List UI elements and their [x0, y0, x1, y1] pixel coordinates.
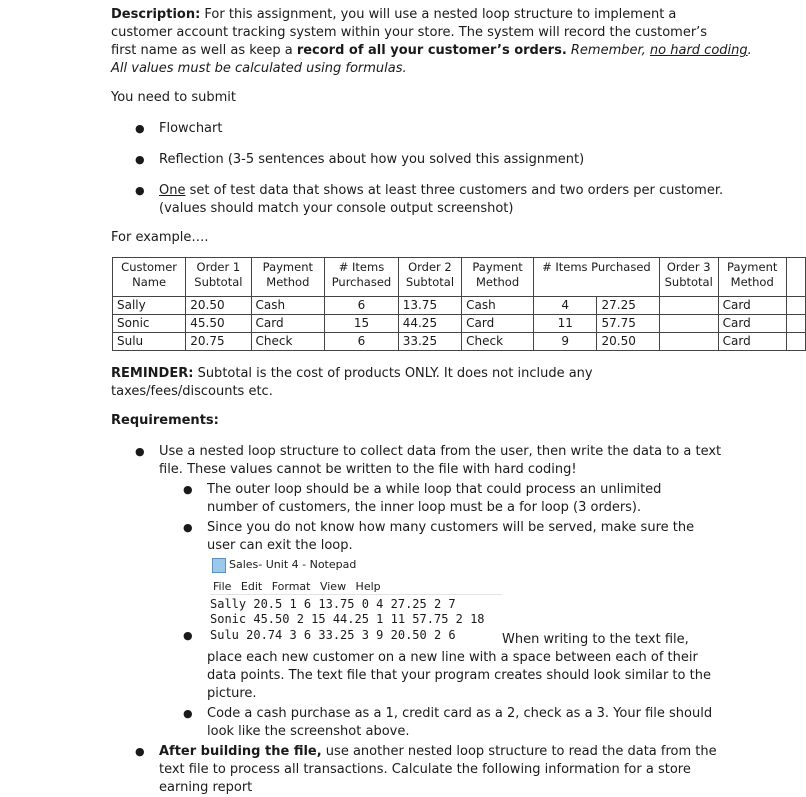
bullet-icon: ●: [135, 745, 145, 758]
table-cell: Card: [718, 333, 786, 351]
notepad-line: Sally 20.5 1 6 13.75 0 4 27.25 2 7: [210, 597, 456, 611]
submit-intro: You need to submit: [111, 90, 236, 105]
table-cell: Check: [251, 333, 325, 351]
sub-requirement-4-line-2: look like the screenshot above.: [207, 724, 410, 739]
sub-requirement-3-line-3: data points. The text file that your program creates should look similar to the: [207, 668, 711, 683]
table-header: Payment Method: [718, 258, 786, 297]
reminder-line-2: taxes/fees/discounts etc.: [111, 384, 273, 399]
bullet-icon: ●: [135, 153, 145, 166]
table-cell: Cash: [462, 297, 534, 315]
table-row: [113, 333, 806, 351]
for-example-label: For example….: [111, 230, 209, 245]
requirement-2-line-1: After building the file, use another nested loop structure to read the data from the: [159, 744, 717, 759]
table-cell: Cash: [251, 297, 325, 315]
sub-requirement-1-line-1: The outer loop should be a while loop that could process an unlimited: [207, 482, 662, 497]
table-cell: [786, 297, 805, 315]
bullet-icon: ●: [183, 483, 193, 496]
no-hard-coding-underlined: no hard coding: [649, 43, 748, 58]
reminder-label: REMINDER:: [111, 366, 194, 381]
example-orders-table: [112, 257, 806, 351]
table-header: # Items Purchased: [325, 258, 399, 297]
bullet-icon: ●: [135, 122, 145, 135]
notepad-icon: [212, 558, 226, 573]
sub-requirement-2-line-1: Since you do not know how many customers will be served, make sure the: [207, 520, 695, 535]
submit-item-test-data-note: (values should match your console output screenshot): [159, 201, 514, 216]
table-cell: [786, 333, 805, 351]
notepad-menu-divider: [210, 594, 502, 595]
requirement-2-line-3: earning report: [159, 780, 253, 795]
bullet-icon: ●: [183, 707, 193, 720]
table-header: # Items Purchased: [534, 258, 660, 297]
table-header: Order 2 Subtotal: [398, 258, 461, 297]
table-cell: Card: [718, 315, 786, 333]
bullet-icon: ●: [135, 445, 145, 458]
notepad-title: Sales- Unit 4 - Notepad: [229, 558, 357, 571]
bullet-icon: ●: [183, 629, 193, 642]
table-header: Customer Name: [113, 258, 186, 297]
sub-requirement-4-line-1: Code a cash purchase as a 1, credit card as a 2, check as a 3. Your file should: [207, 706, 713, 721]
table-cell: 20.75: [186, 333, 251, 351]
table-cell: 15: [325, 315, 399, 333]
table-cell: 20.50: [186, 297, 251, 315]
sub-requirement-1-line-2: number of customers, the inner loop must be a for loop (3 orders).: [207, 500, 642, 515]
table-cell: Check: [462, 333, 534, 351]
description-line-2: customer account tracking system within your store. The system will record the customer’s: [111, 25, 708, 40]
table-cell: Card: [718, 297, 786, 315]
submit-item-test-data: One set of test data that shows at least three customers and two orders per customer.: [159, 183, 724, 198]
table-cell: [659, 315, 718, 333]
sub-requirement-3-line-4: picture.: [207, 686, 257, 701]
table-cell: Sulu: [113, 333, 186, 351]
sub-requirement-3-line-2: place each new customer on a new line with a space between each of their: [207, 650, 698, 665]
table-cell: 57.75: [597, 315, 659, 333]
table-row: [113, 315, 806, 333]
description-line-3: first name as well as keep a record of all your customer’s orders. Remember, no hard coding.: [111, 43, 752, 58]
description-line-1: Description: For this assignment, you will use a nested loop structure to implement a: [111, 7, 677, 22]
table-cell: 11: [534, 315, 597, 333]
table-header: Order 3 Subtotal: [659, 258, 718, 297]
table-header: [786, 258, 805, 297]
table-cell: [786, 315, 805, 333]
description-line-4: All values must be calculated using formulas.: [111, 61, 407, 76]
reminder-line-1: REMINDER: Subtotal is the cost of products ONLY. It does not include any: [111, 366, 593, 381]
table-cell: 6: [325, 333, 399, 351]
requirements-heading: Requirements:: [111, 413, 219, 428]
table-cell: 33.25: [398, 333, 461, 351]
table-cell: 4: [534, 297, 597, 315]
table-header: Payment Method: [251, 258, 325, 297]
submit-item-reflection: Reflection (3-5 sentences about how you solved this assignment): [159, 152, 585, 167]
bullet-icon: ●: [183, 521, 193, 534]
table-header-row: [113, 258, 806, 297]
notepad-menu: File Edit Format View Help: [213, 580, 381, 593]
table-cell: Sonic: [113, 315, 186, 333]
table-cell: 13.75: [398, 297, 461, 315]
notepad-line: Sulu 20.74 3 6 33.25 3 9 20.50 2 6: [210, 628, 456, 642]
table-cell: 9: [534, 333, 597, 351]
table-header: Payment Method: [462, 258, 534, 297]
table-cell: 27.25: [597, 297, 659, 315]
description-label: Description:: [111, 7, 201, 22]
table-cell: [659, 297, 718, 315]
table-cell: Sally: [113, 297, 186, 315]
table-cell: 45.50: [186, 315, 251, 333]
table-cell: [659, 333, 718, 351]
table-header: Order 1 Subtotal: [186, 258, 251, 297]
requirement-1-line-2: file. These values cannot be written to the file with hard coding!: [159, 462, 577, 477]
table-cell: 20.50: [597, 333, 659, 351]
table-cell: 44.25: [398, 315, 461, 333]
requirement-2-line-2: text file to process all transactions. Calculate the following information for a store: [159, 762, 691, 777]
table-cell: Card: [251, 315, 325, 333]
sub-requirement-2-line-2: user can exit the loop.: [207, 538, 353, 553]
submit-item-flowchart: Flowchart: [159, 121, 223, 136]
bullet-icon: ●: [135, 184, 145, 197]
sub-requirement-3-line-1: When writing to the text file,: [502, 632, 689, 647]
table-row: [113, 297, 806, 315]
table-cell: 6: [325, 297, 399, 315]
notepad-line: Sonic 45.50 2 15 44.25 1 11 57.75 2 18: [210, 612, 485, 626]
requirement-1-line-1: Use a nested loop structure to collect data from the user, then write the data to a text: [159, 444, 722, 459]
table-cell: Card: [462, 315, 534, 333]
